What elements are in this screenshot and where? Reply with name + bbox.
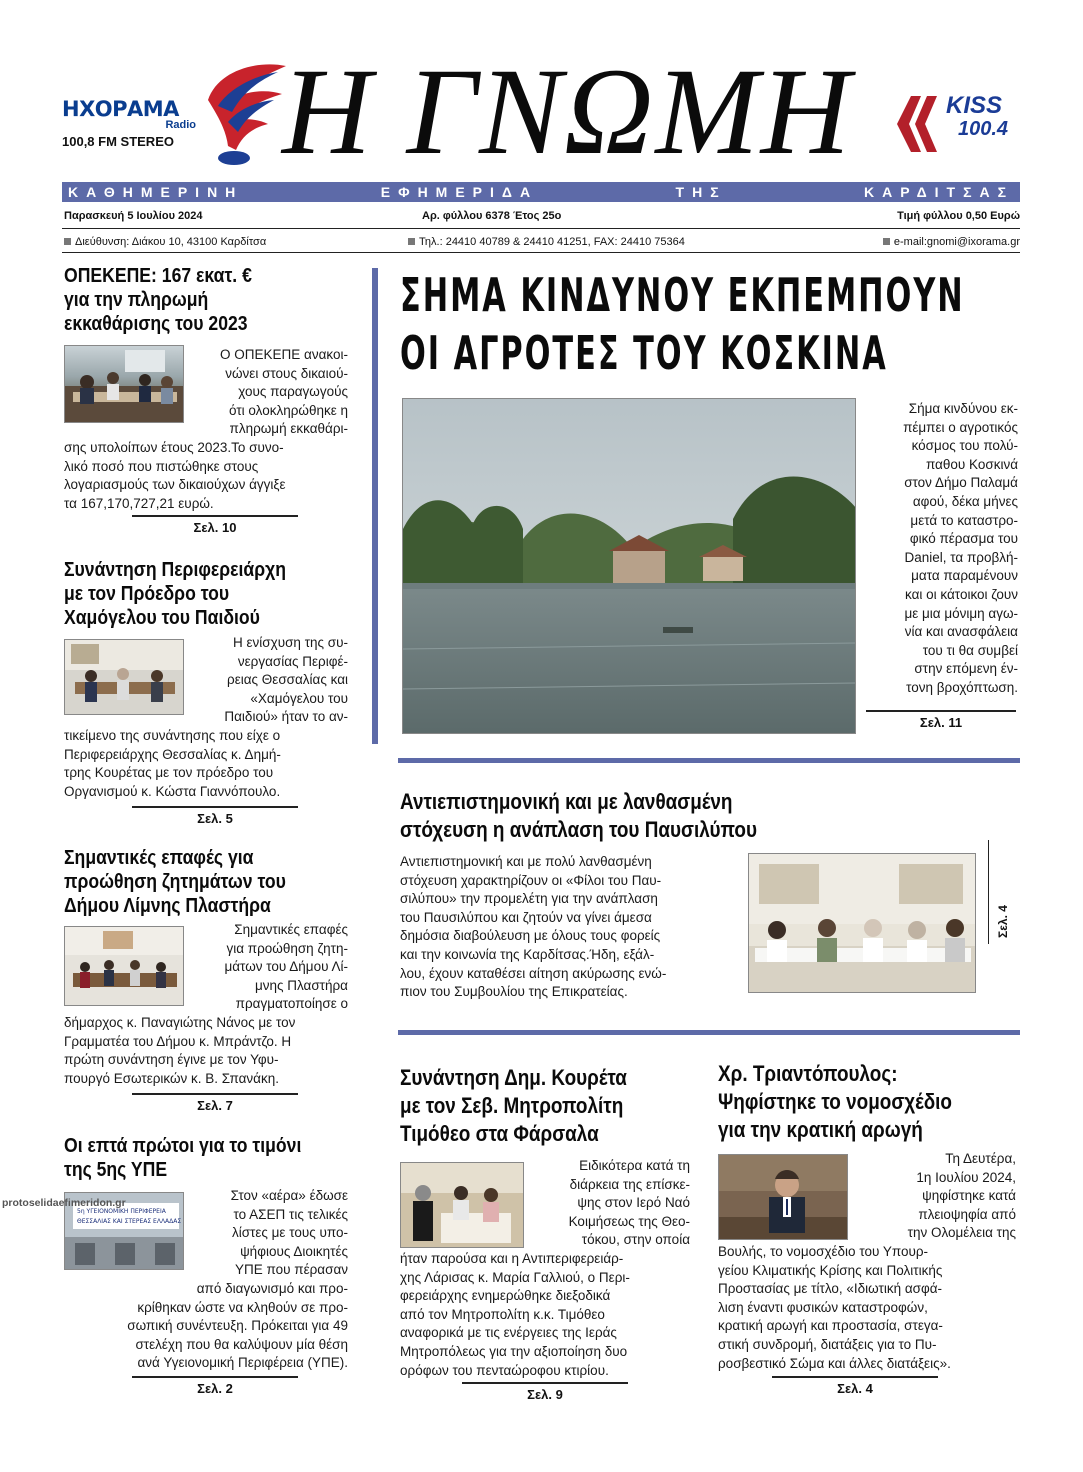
photo-opekepe-meeting — [64, 345, 184, 423]
photo-ype-sign-line-2: ΘΕΣΣΑΛΙΑΣ ΚΑΙ ΣΤΕΡΕΑΣ ΕΛΛΑΔΑΣ — [77, 1218, 182, 1225]
article-opekepe-body-text: σης υπολοίπων έτους 2023.Το συνο- λικό ποσό που πιστώθηκε στους λογαριασμούς των δικαιούχων άγγιξε τα 167,170,727,21 ευρώ. — [64, 440, 286, 511]
page-ref-koureta[interactable]: Σελ. 9 — [527, 1387, 563, 1402]
article-pausilypo-headline[interactable]: Αντιεπιστημονική και με λανθασμένη στόχευση η ανάπλαση του Παυσιλύπου — [400, 789, 757, 842]
ixorama-radio-label: Radio — [165, 119, 196, 131]
article-koureta-body-text: ήταν παρούσα και η Αντιπεριφερειάρ- χης Λάρισας κ. Μαρία Γαλλιού, ο Περι- φερειάρχης ενημερώθηκε διεξοδικά από τον Μητροπολίτη κ.κ. Τιμόθεο αναφορικά με τις ενέργειες της Ιεράς Μητροπόλεως για την αξιοποίηση δυο ορόφων του πενταώροφου κτιρίου. — [400, 1251, 630, 1378]
lead-headline[interactable]: ΣΗΜΑ ΚΙΝΔΥΝΟΥ ΕΚΠΕΜΠΟΥΝ ΟΙ ΑΓΡΟΤΕΣ ΤΟΥ ΚΟΣΚΙΝΑ — [400, 268, 965, 380]
tagline-bar: ΚΑΘΗΜΕΡΙΝΗ ΕΦΗΜΕΡΙΔΑ ΤΗΣ ΚΑΡΔΙΤΣΑΣ — [62, 182, 1020, 202]
source-watermark: protoselidaefimeridon.gr — [2, 1197, 126, 1209]
article-triantopoulos-body-text: Βουλής, το νομοσχέδιο του Υπουρ- γείου Κλιματικής Κρίσης και Πολιτικής Προστασίας με τίτλο, «Ιδιωτική ασφά- λιση έναντι φυσικών καταστροφών, κρατική αρωγή και προστασία, στεγα- στική συνδρομή, διατάξεις για το Πυ- ροσβεστικό Σώμα και άλλες διατάξεις». — [718, 1244, 951, 1371]
page-ref-pausilypo[interactable]: Σελ. 4 — [996, 905, 1010, 938]
phones: Τηλ.: 24410 40789 & 24410 41251, FAX: 24410 75364 — [419, 236, 685, 248]
issue-number: Αρ. φύλλου 6378 Έτος 25ο — [422, 210, 562, 222]
ref-line — [132, 1093, 298, 1095]
ixorama-frequency: 100,8 FM STEREO — [62, 134, 174, 149]
page-ref-periferiarxis[interactable]: Σελ. 5 — [197, 811, 233, 826]
vertical-rule — [988, 840, 989, 944]
article-periferiarxis-lead-text: Η ενίσχυση της συ- νεργασίας Περιφέ- ρειας Θεσσαλίας και «Χαμόγελου του Παιδιού» ήταν το αν- — [224, 635, 348, 725]
article-opekepe-headline[interactable]: ΟΠΕΚΕΠΕ: 167 εκατ. € για την πληρωμή εκκαθάρισης του 2023 — [64, 265, 252, 335]
article-plastira-lead-text: Σημαντικές επαφές για προώθηση ζητη- μάτων του Δήμου Λί- μνης Πλαστήρα πραγματοποίησε ο — [224, 922, 348, 1012]
photo-koureta-metropolitan — [400, 1162, 524, 1248]
photo-ype-sign-line-1: 5η ΥΓΕΙΟΝΟΜΙΚΗ ΠΕΡΙΦΕΡΕΙΑ — [77, 1208, 166, 1215]
newspaper-title: Η ΓΝΩΜΗ — [282, 43, 853, 180]
address: Διεύθυνση: Διάκου 10, 43100 Καρδίτσα — [75, 236, 267, 248]
photo-plastira-meeting — [64, 926, 184, 1006]
issue-price: Τιμή φύλλου 0,50 Ευρώ — [897, 210, 1020, 222]
article-pausilypo-body-text: Αντιεπιστημονική και με πολύ λανθασμένη στόχευση χαρακτηρίζουν οι «Φίλοι του Παυ- σιλύπου» την προμελέτη για την ανάπλαση του Παυσιλύπου και ζητούν να γίνει άμεσα δημόσια διαβούλευση με όλους τους φορείς και την κοινωνία της Καρδίτσας.Ήδη, εξάλ- λου, έχουν καταθέσει αίτηση ακύρωσης ενώ- πιον του Συμβουλίου της Επικρατείας. — [400, 854, 667, 1000]
header-rule — [62, 228, 1020, 229]
photo-triantopoulos-parliament — [718, 1154, 848, 1240]
ref-line — [132, 1376, 298, 1378]
article-ype-lead-text: Στον «αέρα» έδωσε το ΑΣΕΠ τις τελικές λίστες με τους υπο- ψήφιους Διοικητές ΥΠΕ που πέρασαν — [230, 1188, 348, 1278]
ixorama-radio-logo — [62, 98, 196, 149]
quill-wing-icon — [198, 60, 290, 168]
photo-pausilypo-press-conference — [748, 853, 976, 993]
page-ref-ype[interactable]: Σελ. 2 — [197, 1381, 233, 1396]
email: e-mail:gnomi@ixorama.gr — [893, 236, 1020, 248]
article-plastira-headline[interactable]: Σημαντικές επαφές για προώθηση ζητημάτων του Δήμου Λίμνης Πλαστήρα — [64, 847, 286, 917]
ref-line — [772, 1376, 938, 1378]
page-ref-triantopoulos[interactable]: Σελ. 4 — [837, 1381, 873, 1396]
article-triantopoulos-lead-text: Τη Δευτέρα, 1η Ιουλίου 2024, ψηφίστηκε κατά πλειοψηφία από την Ολομέλεια της — [907, 1151, 1016, 1241]
section-divider — [398, 758, 1020, 763]
article-ype-body-text: από διαγωνισμό και προ- κρίθηκαν ώστε να κληθούν σε προ- σωπική συνέντευξη. Πρόκειται για 49 στελέχη που θα καλύψουν μία θέση ανά Υγειονομική Περιφέρεια (ΥΠΕ). — [127, 1281, 348, 1371]
photo-flooded-village — [402, 398, 856, 734]
article-ype-headline[interactable]: Οι επτά πρώτοι για το τιμόνι της 5ης ΥΠΕ — [64, 1135, 302, 1181]
issue-date: Παρασκευή 5 Ιουλίου 2024 — [64, 210, 203, 222]
section-divider — [398, 1030, 1020, 1035]
ixorama-brand: ΗΧΟΡΑΜΑ — [62, 97, 179, 121]
ref-line — [132, 806, 298, 808]
photo-periferiarxis-meeting — [64, 639, 184, 715]
page-ref-opekepe[interactable]: Σελ. 10 — [193, 520, 237, 535]
article-koureta-lead-text: Ειδικότερα κατά τη διάρκεια της επίσκε- ψης στον Ιερό Ναό Κοιμήσεως της Θεο- τόκου, στην οποία — [568, 1158, 690, 1248]
page-ref-plastira[interactable]: Σελ. 7 — [197, 1098, 233, 1113]
article-triantopoulos-headline[interactable]: Χρ. Τριαντόπουλος: Ψηφίστηκε το νομοσχέδιο για την κρατική αρωγή — [718, 1061, 952, 1142]
kiss-brand: KISS — [946, 92, 1003, 119]
lead-accent-bar — [372, 268, 378, 744]
article-koureta-headline[interactable]: Συνάντηση Δημ. Κουρέτα με τον Σεβ. Μητροπολίτη Τιμόθεο στα Φάρσαλα — [400, 1065, 627, 1146]
header-rule-2 — [62, 252, 1020, 253]
article-opekepe-lead-text: Ο ΟΠΕΚΕΠΕ ανακοι- νώνει στους δικαιού- χους παραγωγούς ότι ολοκληρώθηκε η πληρωμή εκκαθάρι- — [220, 347, 348, 437]
article-periferiarxis-headline[interactable]: Συνάντηση Περιφερειάρχη με τον Πρόεδρο του Χαμόγελου του Παιδιού — [64, 559, 286, 629]
article-periferiarxis-body-text: τικείμενο της συνάντησης που είχε ο Περιφερειάρχης Θεσσαλίας κ. Δημή- τρης Κουρέτας με τον πρόεδρο του Οργανισμού κ. Κώστα Γιαννόπουλο. — [64, 728, 281, 799]
lead-body-text: Σήμα κινδύνου εκ- πέμπει ο αγροτικός κόσμος του πολύ- παθου Κοσκινά στον Δήμο Παλαμά αφού, δέκα μήνες μετά το καταστρο- φικό πέρασμα του Daniel, τα προβλή- ματα παραμένουν και οι κάτοικοι ζουν με μια μόνιμη αγω- νία και ανασφάλεια του τι θα συμβεί στην επόμενη έν- τονη βροχόπτωση. — [903, 401, 1018, 695]
ref-line — [462, 1382, 628, 1384]
article-plastira-body-text: δήμαρχος κ. Παναγιώτης Νάνος με τον Γραμματέα του Δήμου κ. Μπράντζο. Η πρώτη συνάντηση έγινε με τον Υφυ- πουργό Εσωτερικών κ. Β. Σπανάκη. — [64, 1015, 296, 1086]
kiss-frequency: 100.4 — [958, 118, 1009, 140]
page-ref-lead[interactable]: Σελ. 11 — [919, 715, 963, 730]
ref-line — [132, 515, 298, 517]
ref-line — [866, 710, 1016, 712]
